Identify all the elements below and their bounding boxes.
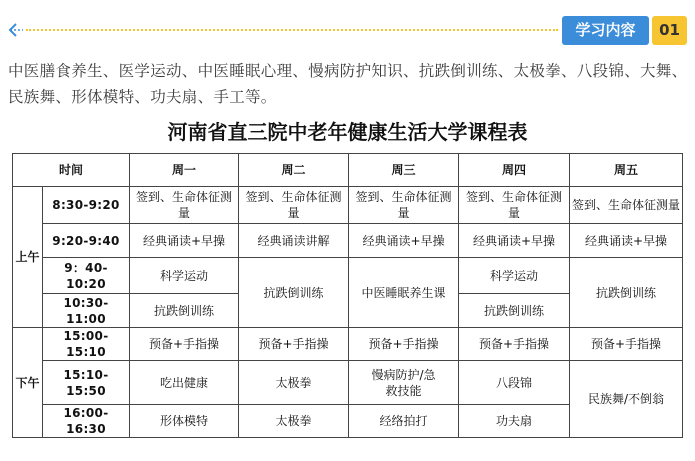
course-cell: 签到、生命体征测量 bbox=[570, 187, 683, 224]
course-cell: 预备+手指操 bbox=[349, 328, 459, 361]
course-cell: 预备+手指操 bbox=[570, 328, 683, 361]
course-content-paragraph: 中医膳食养生、医学运动、中医睡眠心理、慢病防护知识、抗跌倒训练、太极拳、八段锦、大舞、民族舞、形体模特、功夫扇、手工等。 bbox=[8, 62, 688, 106]
course-cell: 签到、生命体征测量 bbox=[459, 187, 570, 224]
header-mon: 周一 bbox=[130, 154, 239, 187]
time-slot: 8:30-9:20 bbox=[43, 187, 130, 224]
course-cell: 经典诵读讲解 bbox=[239, 224, 349, 258]
schedule-table bbox=[12, 153, 683, 438]
course-cell: 民族舞/不倒翁 bbox=[570, 361, 683, 438]
header-thu: 周四 bbox=[459, 154, 570, 187]
course-cell: 预备+手指操 bbox=[239, 328, 349, 361]
am-label: 上午 bbox=[13, 187, 43, 328]
header-row bbox=[13, 154, 683, 187]
time-slot: 10:30-11:00 bbox=[43, 294, 130, 328]
time-slot: 16:00-16:30 bbox=[43, 405, 130, 438]
course-cell: 中医睡眠养生课 bbox=[349, 258, 459, 328]
course-cell: 吃出健康 bbox=[130, 361, 239, 405]
course-cell: 科学运动 bbox=[459, 258, 570, 294]
course-cell: 抗跌倒训练 bbox=[570, 258, 683, 328]
table-row bbox=[13, 224, 683, 258]
table-row bbox=[13, 328, 683, 361]
time-slot: 15:00-15:10 bbox=[43, 328, 130, 361]
table-row bbox=[13, 258, 683, 294]
course-cell: 经典诵读+早操 bbox=[349, 224, 459, 258]
section-header bbox=[0, 14, 695, 48]
course-cell: 抗跌倒训练 bbox=[239, 258, 349, 328]
header-tue: 周二 bbox=[239, 154, 349, 187]
course-cell: 慢病防护/急救技能 bbox=[349, 361, 459, 405]
section-title-badge: 学习内容 bbox=[562, 16, 649, 45]
header-time: 时间 bbox=[13, 154, 130, 187]
chevron-arrow-left-icon[interactable] bbox=[5, 20, 25, 40]
table-row bbox=[13, 187, 683, 224]
course-cell: 抗跌倒训练 bbox=[459, 294, 570, 328]
course-cell: 太极拳 bbox=[239, 361, 349, 405]
dotted-divider bbox=[26, 29, 558, 31]
time-slot: 9：40-10:20 bbox=[43, 258, 130, 294]
course-cell: 经络拍打 bbox=[349, 405, 459, 438]
course-cell: 预备+手指操 bbox=[459, 328, 570, 361]
course-cell: 经典诵读+早操 bbox=[459, 224, 570, 258]
course-cell: 经典诵读+早操 bbox=[130, 224, 239, 258]
course-cell: 签到、生命体征测量 bbox=[349, 187, 459, 224]
course-cell: 预备+手指操 bbox=[130, 328, 239, 361]
course-cell: 功夫扇 bbox=[459, 405, 570, 438]
time-slot: 15:10-15:50 bbox=[43, 361, 130, 405]
course-cell: 抗跌倒训练 bbox=[130, 294, 239, 328]
course-cell: 经典诵读+早操 bbox=[570, 224, 683, 258]
header-wed: 周三 bbox=[349, 154, 459, 187]
schedule-title: 河南省直三院中老年健康生活大学课程表 bbox=[167, 120, 528, 144]
course-cell: 太极拳 bbox=[239, 405, 349, 438]
course-cell: 签到、生命体征测量 bbox=[239, 187, 349, 224]
header-fri: 周五 bbox=[570, 154, 683, 187]
section-number-badge: 01 bbox=[652, 16, 687, 45]
pm-label: 下午 bbox=[13, 328, 43, 438]
time-slot: 9:20-9:40 bbox=[43, 224, 130, 258]
course-cell: 形体模特 bbox=[130, 405, 239, 438]
table-row bbox=[13, 361, 683, 405]
course-cell: 签到、生命体征测量 bbox=[130, 187, 239, 224]
course-cell: 科学运动 bbox=[130, 258, 239, 294]
course-cell: 八段锦 bbox=[459, 361, 570, 405]
schedule-image bbox=[12, 110, 683, 461]
